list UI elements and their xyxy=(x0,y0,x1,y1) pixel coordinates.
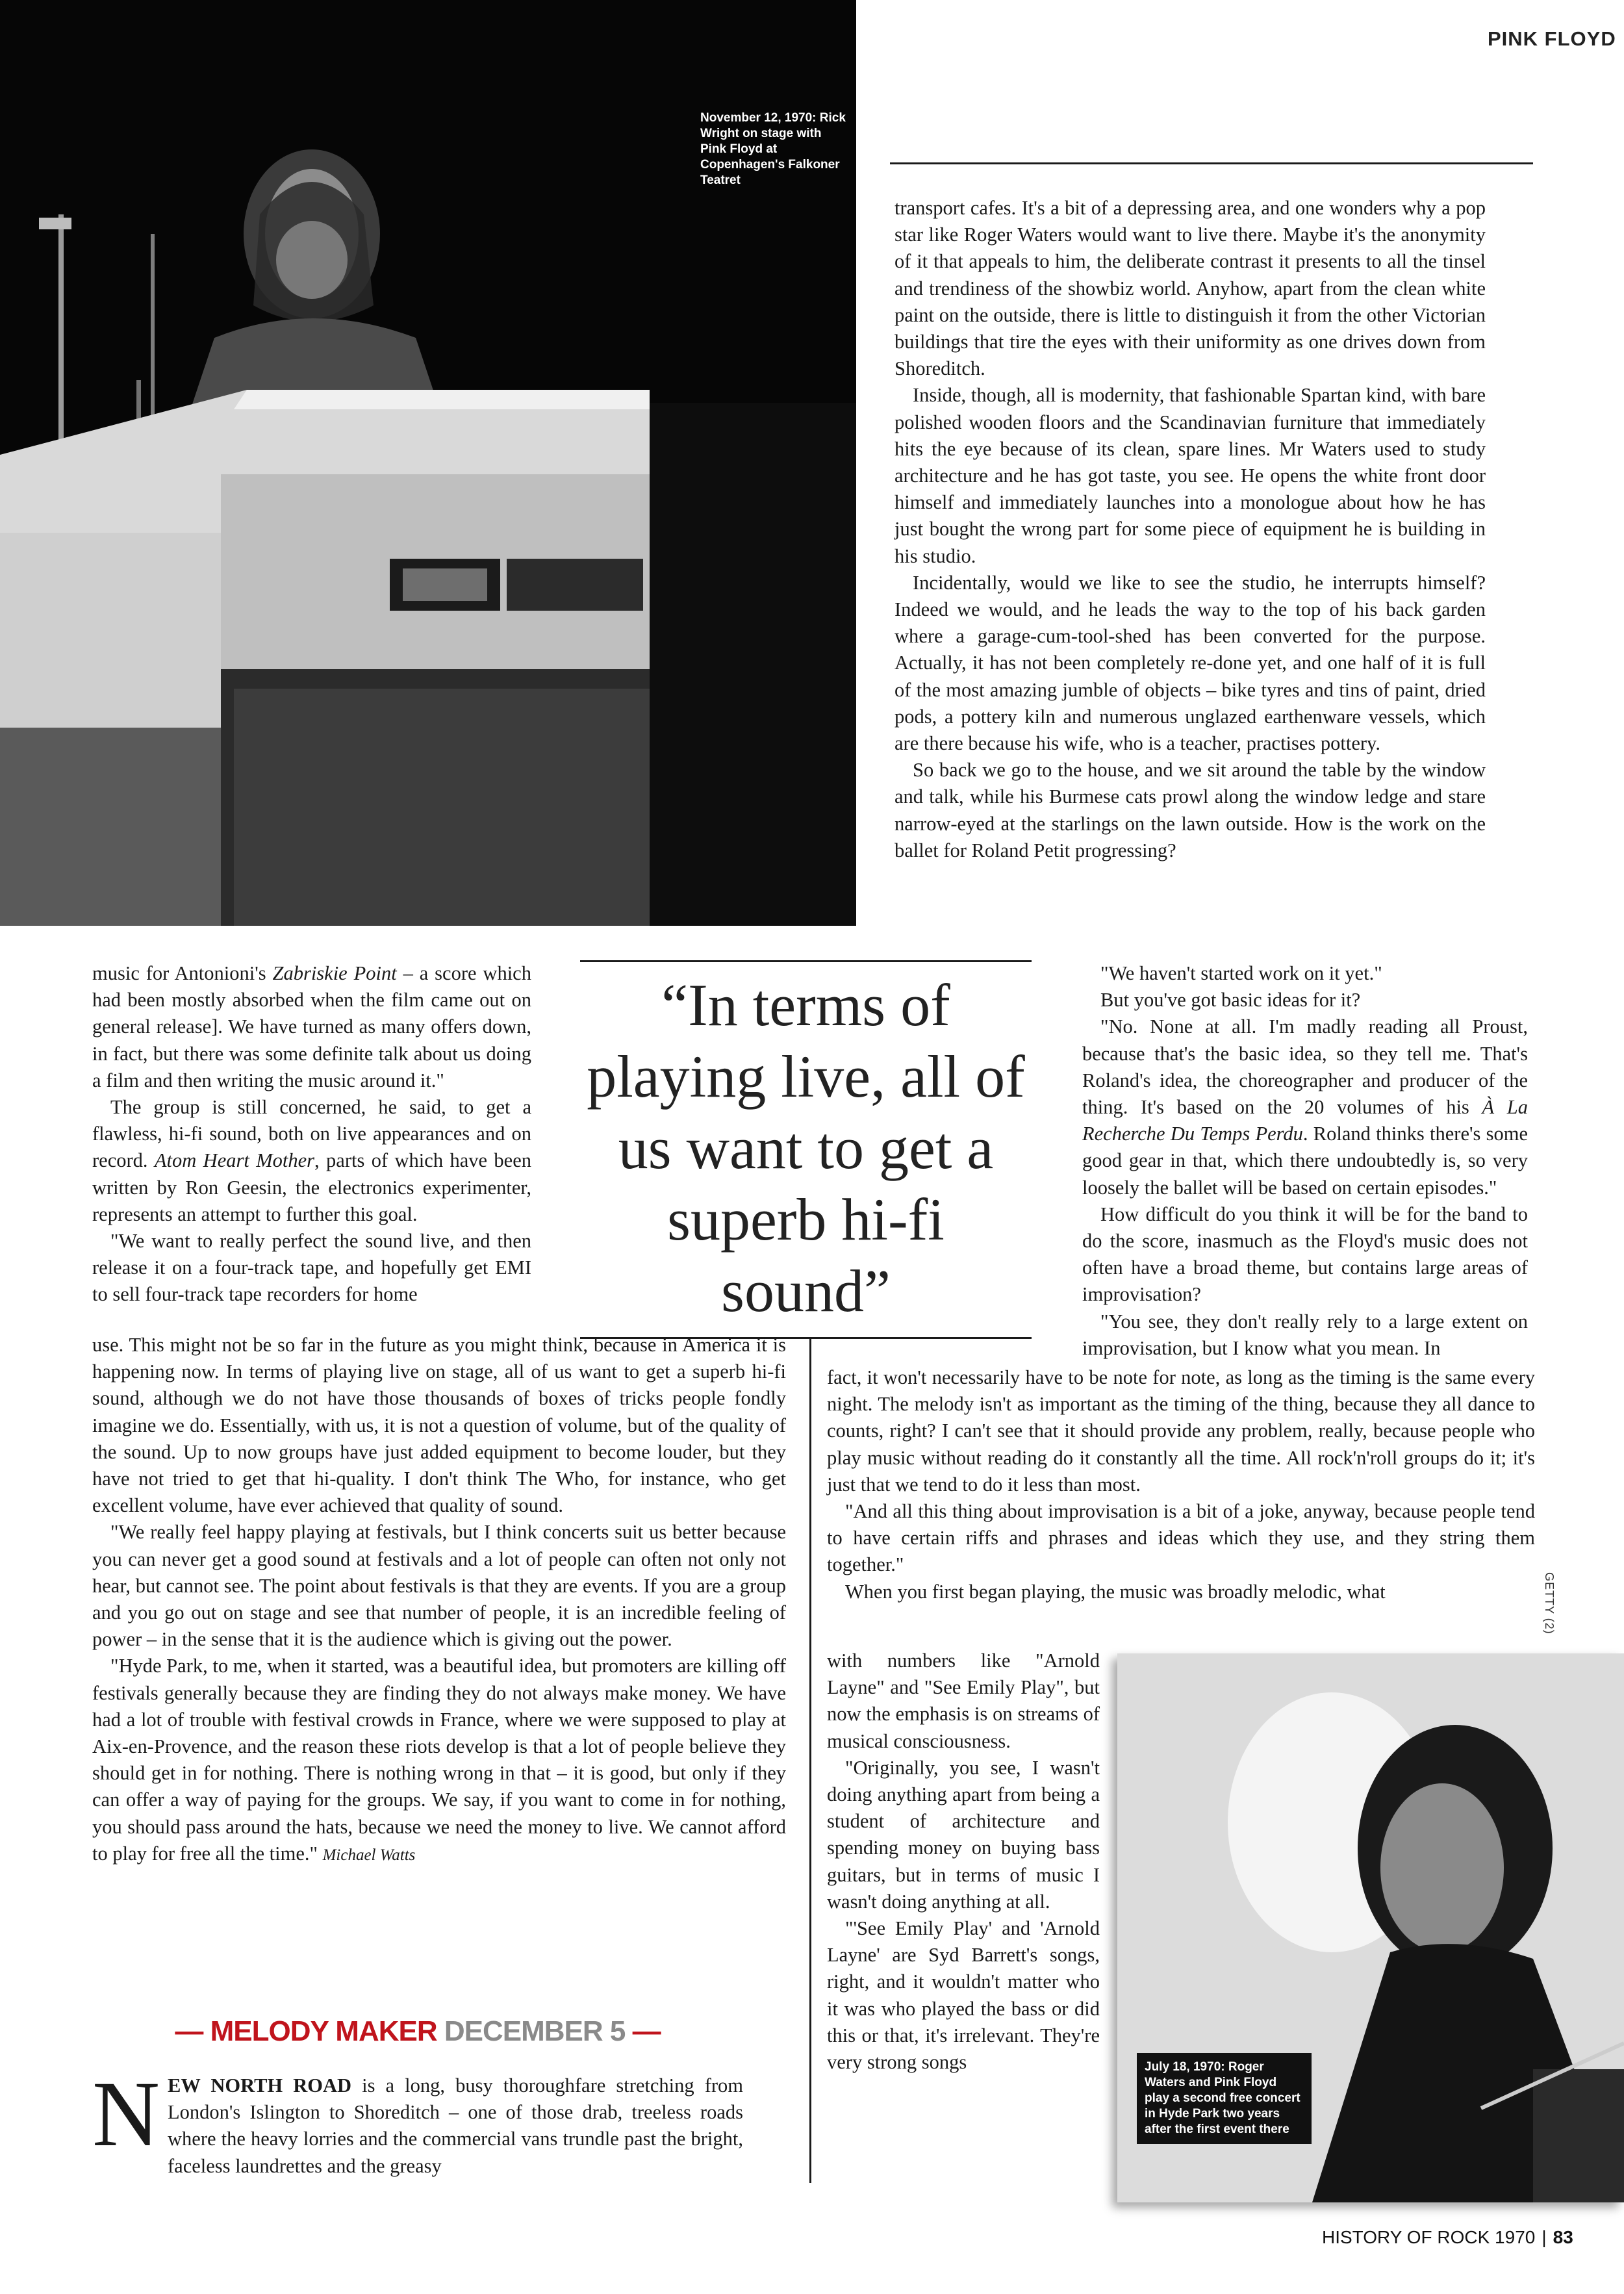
text-run: music for Antonioni's xyxy=(92,962,273,984)
text-run: , parts of which have been written by Ron Geesin, the electronics experimenter, represents an attempt to further this goal. xyxy=(92,1149,531,1225)
article-paragraph: But you've got basic ideas for it? xyxy=(1100,989,1361,1012)
lead-in: EW NORTH ROAD xyxy=(168,2074,352,2096)
column-divider xyxy=(809,1338,811,2183)
second-photo-caption: July 18, 1970: Roger Waters and Pink Floyd play a second free concert in Hyde Park two years after the first event there xyxy=(1137,2053,1312,2144)
text-run: The group is still concerned, he said, to get a flawless, hi-fi sound, both on live appearances and on record. xyxy=(92,1096,531,1172)
byline: Michael Watts xyxy=(322,1846,416,1864)
article-paragraph xyxy=(92,960,531,1094)
article-paragraph: "We haven't started work on it yet." xyxy=(1100,962,1382,984)
article-paragraph: "Originally, you see, I wasn't doing anything apart from being a student of architecture and spending money on buying bass guitars, but in terms of music I wasn't doing anything at all. xyxy=(827,1756,1100,1913)
text-run: – a score which had been mostly absorbed when the film came out on general release]. We have turned as many offers down, in fact, but there was some definite talk about us doing a film and then writing the music around it." xyxy=(92,962,531,1091)
article-paragraph xyxy=(92,2063,743,2180)
article-column-left xyxy=(92,960,531,1308)
article-paragraph: How difficult do you think it will be for the band to do the score, inasmuch as the Floyd's music does not often have a broad theme, but contains large areas of improvisation? xyxy=(1082,1203,1528,1306)
article-paragraph: "We really feel happy playing at festivals, but I think concerts suit us better because you can never get a good sound at festivals and a lot of people can often not only not hear, but cannot see. The point about festivals is that they are events. If you are a group and you go out on stage and see that number of people, it is an incredible feeling of power – in the sense that it is the audience which is giving out the power. xyxy=(92,1521,786,1651)
film-title: Zabriskie Point xyxy=(272,962,397,984)
article-paragraph xyxy=(92,1094,531,1228)
pull-quote-rule-top xyxy=(580,960,1032,962)
text-run: is a long, busy thoroughfare stretching from London's Islington to Shoreditch – one of those drab, treeless roads where the heavy lorries and the commercial vans trundle past the bright, faceless laundrettes and the greasy xyxy=(168,2074,743,2177)
article-paragraph xyxy=(92,1653,786,1868)
article-paragraph: "You see, they don't really rely to a large extent on improvisation, but I know what you mean. In xyxy=(1082,1310,1528,1359)
article-paragraph: Inside, though, all is modernity, that fashionable Spartan kind, with bare polished wooden floors and the Scandinavian furniture that immediately hits the eye because of its clean, spare lines. Mr Waters used to study architecture and he has got taste, you see. He opens the white front door himself and immediately launches into a monologue about how he has just bought the wrong part for some piece of equipment he is building in his studio. xyxy=(894,384,1486,567)
header-rule xyxy=(890,162,1533,164)
main-photo-caption: November 12, 1970: Rick Wright on stage with Pink Floyd at Copenhagen's Falkoner Teatret xyxy=(700,111,846,187)
article-paragraph: So back we go to the house, and we sit around the table by the window and talk, while his Burmese cats prowl along the window ledge and stare narrow-eyed at the starlings on the lawn outside. How is the work on the ballet for Roland Petit progressing? xyxy=(894,759,1486,861)
heading-dash: — xyxy=(175,2015,203,2047)
text-run: "No. None at all. I'm madly reading all Proust, because that's the basic idea, so they tell me. That's Roland's idea, the choreographer and producer of the thing. It's based on the 20 volumes of his xyxy=(1082,1015,1528,1119)
heading-date: DECEMBER 5 xyxy=(444,2015,626,2047)
publication-name: HISTORY OF ROCK 1970 xyxy=(1322,2227,1536,2247)
source-heading xyxy=(92,2015,743,2048)
article-column-narrow xyxy=(827,1648,1100,2076)
footer-separator: | xyxy=(1542,2227,1547,2247)
article-column-wide-left xyxy=(92,1332,786,1868)
page-footer xyxy=(1322,2227,1573,2248)
article-paragraph: "And all this thing about improvisation is a bit of a joke, anyway, because people tend to have certain riffs and phrases and ideas which they use, and they string them together." xyxy=(827,1500,1535,1576)
book-title: À La Recherche Du Temps Perdu xyxy=(1082,1096,1528,1145)
article-paragraph: transport cafes. It's a bit of a depressing area, and one wonders why a pop star like Roger Waters would want to live there. Maybe it's the anonymity of it that appeals to him, the deliberate contrast it presents to all the tinsel and trendiness of the showbiz world. Anyhow, apart from the clean white paint on the outside, there is little to distinguish it from the other Victorian buildings that tire the eyes with their uniformity as one drives down from Shoreditch. xyxy=(894,197,1486,380)
article-paragraph: "We want to really perfect the sound live, and then release it on a four-track tape, and hopefully get EMI to sell four-track tape recorders for home xyxy=(92,1230,531,1306)
text-run: "Hyde Park, to me, when it started, was a beautiful idea, but promoters are killing off festivals generally because they are finding they do not always make money. We have had a lot of trouble with festival crowds in France, where we were supposed to play at Aix-en-Provence, and the reason these riots develop is that a lot of people believe they should get in for nothing. There is nothing wrong in that – it is good, but only if they can offer a way of paying for the groups. We say, if you want to come in for nothing, you should pass around the hats, because we need the money to live. We cannot afford to play for free all the time." xyxy=(92,1655,786,1865)
photo-credit: GETTY (2) xyxy=(1543,1572,1556,1635)
text-run: . Roland thinks there's some good gear in that, which there undoubtedly is, so very loosely the ballet will be based on certain episodes." xyxy=(1082,1123,1528,1199)
article-paragraph: use. This might not be so far in the future as you might think, because in America it is happening now. In terms of playing live on stage, all of us want to get a superb hi-fi sound, although we do not have those thousands of boxes of tricks people fondly imagine we do. Essentially, with us, it is not a question of volume, but of the quality of the sound. Up to now groups have just added equipment to become louder, but they have not tried to get that hi-quality. I don't think The Who, for instance, who get excellent volume, have ever achieved that quality of sound. xyxy=(92,1334,786,1517)
section-label: PINK FLOYD xyxy=(1488,27,1616,50)
article-paragraph: fact, it won't necessarily have to be note for note, as long as the timing is the same every night. The melody isn't as important as the timing of the thing, because they all dance to counts, right? I can't see that it should provide any problem, really, because people who play music without reading do it constantly all the time. All rock'n'roll groups do it; it's just that we tend to do it less than most. xyxy=(827,1366,1535,1496)
page-number: 83 xyxy=(1553,2227,1573,2247)
article-column-wide-right xyxy=(827,1364,1535,1605)
article-paragraph xyxy=(1082,1013,1528,1201)
heading-title: MELODY MAKER xyxy=(210,2015,437,2047)
article-paragraph: "'See Emily Play' and 'Arnold Layne' are Syd Barrett's songs, right, and it wouldn't matter who it was who played the bass or did this or that, it's irrelevant. They're very strong songs xyxy=(827,1917,1100,2074)
article-column-bottom-left xyxy=(92,2063,743,2180)
article-paragraph: with numbers like "Arnold Layne" and "See Emily Play", but now the emphasis is on streams of musical consciousness. xyxy=(827,1650,1100,1752)
pull-quote: “In terms of playing live, all of us want to get a superb hi-fi sound” xyxy=(587,972,1025,1324)
heading-dash: — xyxy=(632,2015,661,2047)
article-paragraph: Incidentally, would we like to see the studio, he interrupts himself? Indeed we would, and he leads the way to the top of his back garden where a garage-cum-tool-shed has been converted for the purpose. Actually, it has not been completely re-done yet, and one half of it is full of the most amazing jumble of objects – bike tyres and tins of paint, dried pods, a pottery kiln and numerous unglazed earthenware vessels, which are there because his wife, who is a teacher, practises pottery. xyxy=(894,571,1486,755)
drop-cap: N xyxy=(92,2063,160,2166)
article-paragraph: When you first began playing, the music was broadly melodic, what xyxy=(845,1580,1386,1603)
article-column-mid-right xyxy=(1082,960,1528,1362)
article-column-top-right xyxy=(894,195,1486,864)
album-title: Atom Heart Mother xyxy=(154,1149,315,1172)
